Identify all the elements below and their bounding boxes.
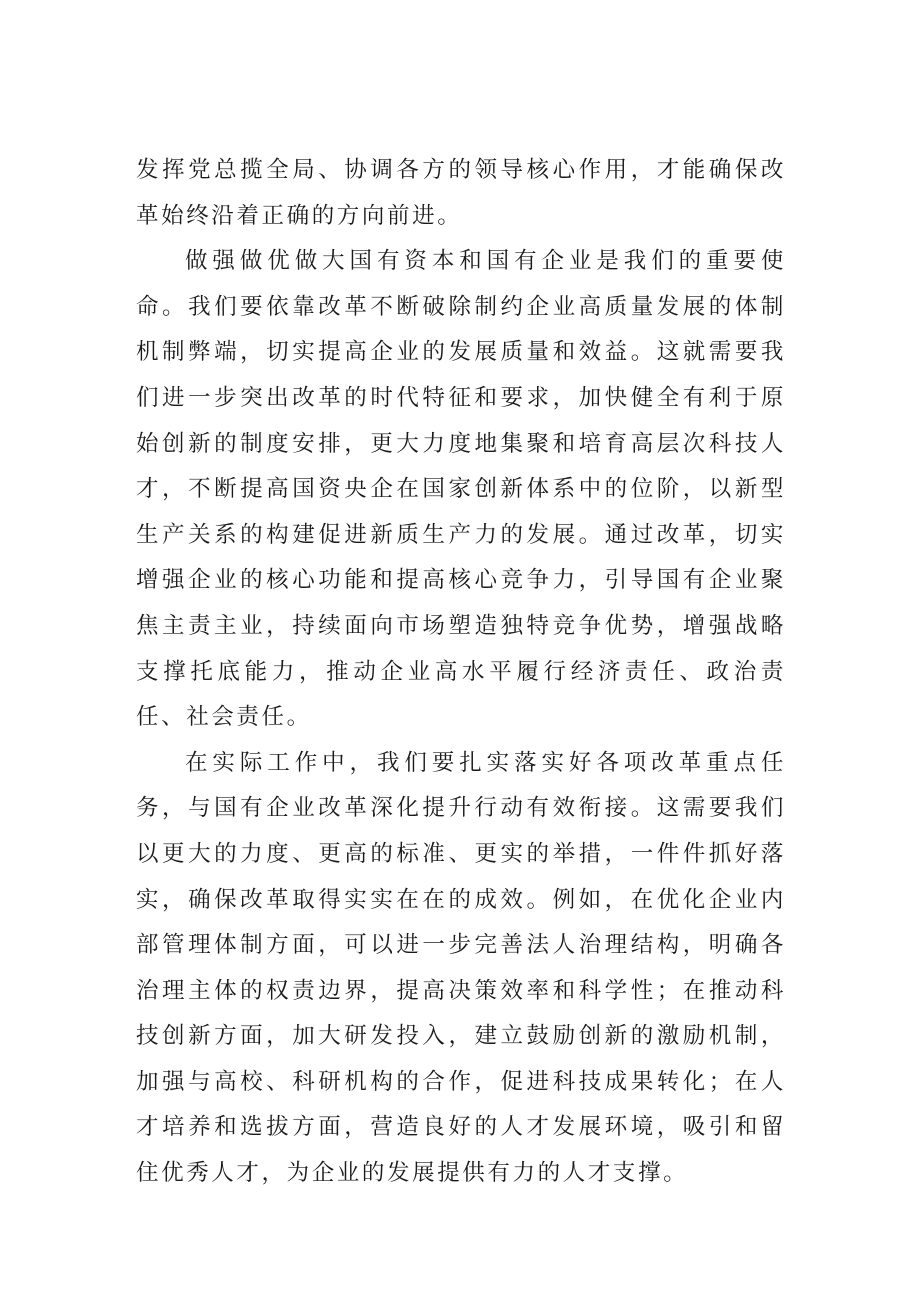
paragraph-2: 做强做优做大国有资本和国有企业是我们的重要使命。我们要依靠改革不断破除制约企业高质量发展的体制机制弊端，切实提高企业的发展质量和效益。这就需要我们进一步突出改革的时代特征和要求，加快健全有利于原始创新的制度安排，更大力度地集聚和培育高层次科技人才，不断提高国资央企在国家创新体系中的位阶，以新型生产关系的构建促进新质生产力的发展。通过改革，切实增强企业的核心功能和提高核心竞争力，引导国有企业聚焦主责主业，持续面向市场塑造独特竞争优势，增强战略支撑托底能力，推动企业高水平履行经济责任、政治责任、社会责任。: [136, 248, 786, 731]
document-body: [136, 148, 786, 1197]
paragraph-1: 发挥党总揽全局、协调各方的领导核心作用，才能确保改革始终沿着正确的方向前进。: [136, 157, 786, 229]
paragraph-3: 在实际工作中，我们要扎实落实好各项改革重点任务，与国有企业改革深化提升行动有效衔接。这需要我们以更大的力度、更高的标准、更实的举措，一件件抓好落实，确保改革取得实实在在的成效。例如，在优化企业内部管理体制方面，可以进一步完善法人治理结构，明确各治理主体的权责边界，提高决策效率和科学性；在推动科技创新方面，加大研发投入，建立鼓励创新的激励机制，加强与高校、科研机构的合作，促进科技成果转化；在人才培养和选拔方面，营造良好的人才发展环境，吸引和留住优秀人才，为企业的发展提供有力的人才支撑。: [136, 749, 786, 1187]
